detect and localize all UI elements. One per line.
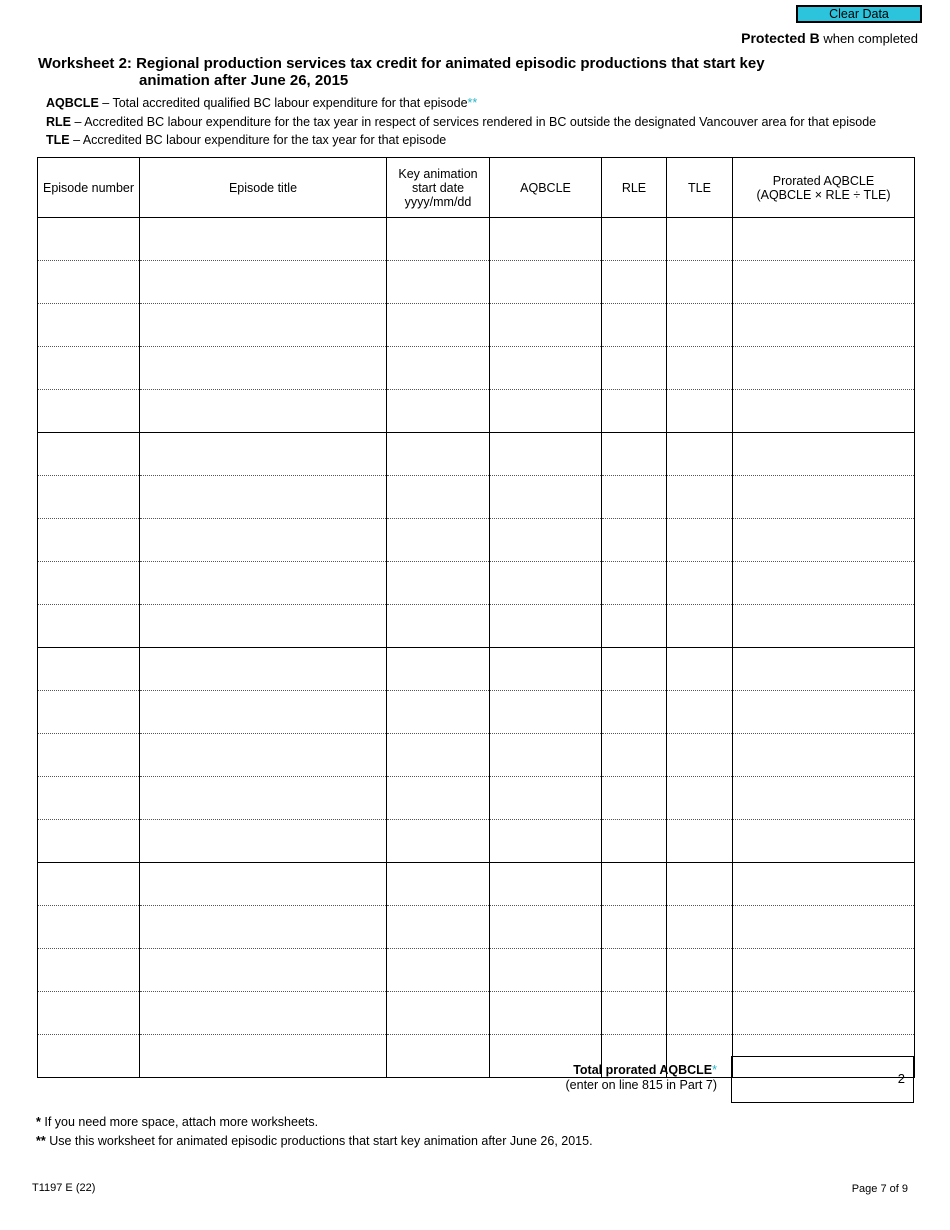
table-row — [38, 605, 915, 648]
cell-start-date[interactable] — [387, 906, 490, 949]
cell-prorated-aqbcle[interactable] — [733, 261, 915, 304]
tle-term: TLE — [46, 133, 70, 147]
cell-tle[interactable] — [667, 777, 733, 820]
col-prorated-line1: Prorated AQBCLE — [772, 173, 875, 188]
table-row — [38, 906, 915, 949]
cell-episode-title[interactable] — [140, 1035, 387, 1078]
footnote-2 — [36, 1134, 593, 1148]
cell-episode-title[interactable] — [140, 304, 387, 347]
table-row — [38, 347, 915, 390]
table-body — [38, 218, 915, 1078]
cell-episode-number[interactable] — [38, 949, 140, 992]
cell-aqbcle[interactable] — [490, 347, 602, 390]
table-row — [38, 992, 915, 1035]
cell-tle[interactable] — [667, 390, 733, 433]
cell-episode-number[interactable] — [38, 691, 140, 734]
cell-aqbcle[interactable] — [490, 777, 602, 820]
table-row — [38, 863, 915, 906]
cell-rle[interactable] — [602, 476, 667, 519]
cell-start-date[interactable] — [387, 863, 490, 906]
col-start-date-line2: start date — [411, 180, 465, 195]
cell-episode-number[interactable] — [38, 476, 140, 519]
aqbcle-term: AQBCLE — [46, 96, 99, 110]
worksheet-title-line1: Worksheet 2: Regional production services tax credit for animated episodic productions that start key — [38, 55, 765, 72]
cell-rle[interactable] — [602, 390, 667, 433]
cell-aqbcle[interactable] — [490, 648, 602, 691]
total-prorated-field[interactable]: 2 — [731, 1056, 914, 1103]
total-prorated-sub: (enter on line 815 in Part 7) — [565, 1078, 717, 1092]
protected-b-bold: Protected B — [741, 30, 820, 46]
table-row — [38, 304, 915, 347]
cell-aqbcle[interactable] — [490, 734, 602, 777]
cell-aqbcle[interactable] — [490, 218, 602, 261]
table-row — [38, 949, 915, 992]
cell-tle[interactable] — [667, 691, 733, 734]
table-row — [38, 390, 915, 433]
table-row — [38, 218, 915, 261]
table-row — [38, 648, 915, 691]
cell-prorated-aqbcle[interactable] — [733, 777, 915, 820]
cell-start-date[interactable] — [387, 820, 490, 863]
col-start-date-line1: Key animation — [398, 166, 478, 181]
cell-rle[interactable] — [602, 562, 667, 605]
cell-episode-title[interactable] — [140, 218, 387, 261]
cell-prorated-aqbcle[interactable] — [733, 218, 915, 261]
protected-b-label — [741, 30, 918, 46]
cell-aqbcle[interactable] — [490, 433, 602, 476]
table-header-row — [38, 158, 915, 218]
col-rle: RLE — [602, 158, 667, 218]
cell-episode-number[interactable] — [38, 820, 140, 863]
cell-prorated-aqbcle[interactable] — [733, 347, 915, 390]
cell-rle[interactable] — [602, 863, 667, 906]
cell-start-date[interactable] — [387, 562, 490, 605]
cell-start-date[interactable] — [387, 605, 490, 648]
table-row — [38, 734, 915, 777]
cell-tle[interactable] — [667, 347, 733, 390]
cell-prorated-aqbcle[interactable] — [733, 648, 915, 691]
cell-prorated-aqbcle[interactable] — [733, 304, 915, 347]
cell-episode-number[interactable] — [38, 218, 140, 261]
table-row — [38, 519, 915, 562]
col-episode-title: Episode title — [140, 158, 387, 218]
col-episode-number: Episode number — [38, 158, 140, 218]
cell-start-date[interactable] — [387, 949, 490, 992]
col-prorated-line2: (AQBCLE × RLE ÷ TLE) — [756, 187, 891, 202]
cell-rle[interactable] — [602, 734, 667, 777]
cell-episode-number[interactable] — [38, 433, 140, 476]
footnote-2-text: Use this worksheet for animated episodic productions that start key animation after June 26, 2015. — [45, 1134, 593, 1148]
cell-prorated-aqbcle[interactable] — [733, 820, 915, 863]
cell-tle[interactable] — [667, 648, 733, 691]
cell-episode-title[interactable] — [140, 433, 387, 476]
cell-aqbcle[interactable] — [490, 605, 602, 648]
cell-aqbcle[interactable] — [490, 476, 602, 519]
cell-episode-number[interactable] — [38, 648, 140, 691]
cell-prorated-aqbcle[interactable] — [733, 992, 915, 1035]
cell-episode-number[interactable] — [38, 777, 140, 820]
cell-prorated-aqbcle[interactable] — [733, 734, 915, 777]
cell-prorated-aqbcle[interactable] — [733, 562, 915, 605]
table-row — [38, 476, 915, 519]
cell-episode-number[interactable] — [38, 992, 140, 1035]
cell-aqbcle[interactable] — [490, 691, 602, 734]
total-footnote-mark: * — [712, 1063, 717, 1077]
cell-tle[interactable] — [667, 949, 733, 992]
col-tle: TLE — [667, 158, 733, 218]
cell-tle[interactable] — [667, 992, 733, 1035]
cell-tle[interactable] — [667, 562, 733, 605]
cell-rle[interactable] — [602, 261, 667, 304]
cell-start-date[interactable] — [387, 476, 490, 519]
definitions — [46, 94, 876, 150]
cell-episode-title[interactable] — [140, 347, 387, 390]
total-prorated-label — [440, 1063, 717, 1093]
cell-start-date[interactable] — [387, 734, 490, 777]
cell-tle[interactable] — [667, 218, 733, 261]
cell-tle[interactable] — [667, 261, 733, 304]
tle-text: – Accredited BC labour expenditure for the tax year for that episode — [69, 133, 447, 147]
cell-start-date[interactable] — [387, 992, 490, 1035]
col-start-date — [387, 158, 490, 218]
cell-episode-number[interactable] — [38, 863, 140, 906]
cell-episode-title[interactable] — [140, 734, 387, 777]
cell-episode-number[interactable] — [38, 734, 140, 777]
cell-tle[interactable] — [667, 476, 733, 519]
cell-aqbcle[interactable] — [490, 304, 602, 347]
definition-tle — [46, 131, 876, 150]
cell-prorated-aqbcle[interactable] — [733, 476, 915, 519]
cell-prorated-aqbcle[interactable] — [733, 906, 915, 949]
cell-rle[interactable] — [602, 691, 667, 734]
cell-episode-number[interactable] — [38, 347, 140, 390]
aqbcle-text: – Total accredited qualified BC labour expenditure for that episode — [98, 96, 468, 110]
cell-episode-number[interactable] — [38, 605, 140, 648]
cell-prorated-aqbcle[interactable] — [733, 863, 915, 906]
cell-episode-title[interactable] — [140, 519, 387, 562]
cell-rle[interactable] — [602, 648, 667, 691]
page-number: Page 7 of 9 — [851, 1183, 908, 1195]
footnote-2-mark: ** — [36, 1134, 46, 1148]
cell-start-date[interactable] — [387, 390, 490, 433]
cell-tle[interactable] — [667, 734, 733, 777]
cell-start-date[interactable] — [387, 218, 490, 261]
cell-prorated-aqbcle[interactable] — [733, 390, 915, 433]
cell-episode-title[interactable] — [140, 863, 387, 906]
cell-rle[interactable] — [602, 218, 667, 261]
protected-b-rest: when completed — [819, 31, 918, 46]
cell-start-date[interactable] — [387, 519, 490, 562]
cell-start-date[interactable] — [387, 261, 490, 304]
col-prorated-aqbcle — [733, 158, 915, 218]
cell-tle[interactable] — [667, 906, 733, 949]
table-row — [38, 777, 915, 820]
cell-start-date[interactable] — [387, 433, 490, 476]
cell-tle[interactable] — [667, 605, 733, 648]
cell-episode-number[interactable] — [38, 304, 140, 347]
cell-aqbcle[interactable] — [490, 992, 602, 1035]
cell-rle[interactable] — [602, 777, 667, 820]
definition-rle — [46, 113, 876, 132]
cell-episode-title[interactable] — [140, 777, 387, 820]
cell-episode-title[interactable] — [140, 261, 387, 304]
cell-rle[interactable] — [602, 519, 667, 562]
footnote-1-mark: * — [36, 1115, 41, 1129]
cell-episode-title[interactable] — [140, 562, 387, 605]
cell-rle[interactable] — [602, 347, 667, 390]
table-row — [38, 820, 915, 863]
worksheet-title-line2: animation after June 26, 2015 — [139, 72, 349, 89]
table-row — [38, 562, 915, 605]
cell-episode-number[interactable] — [38, 1035, 140, 1078]
cell-aqbcle[interactable] — [490, 261, 602, 304]
table-row — [38, 261, 915, 304]
cell-prorated-aqbcle[interactable] — [733, 605, 915, 648]
rle-text: – Accredited BC labour expenditure for the tax year in respect of services rendered in BC outside the designated Vancouver area for that episode — [71, 114, 877, 129]
form-identifier: T1197 E (22) — [32, 1182, 96, 1194]
cell-prorated-aqbcle[interactable] — [733, 519, 915, 562]
cell-aqbcle[interactable] — [490, 519, 602, 562]
definition-aqbcle — [46, 94, 876, 113]
cell-tle[interactable] — [667, 519, 733, 562]
cell-rle[interactable] — [602, 992, 667, 1035]
cell-prorated-aqbcle[interactable] — [733, 949, 915, 992]
cell-episode-title[interactable] — [140, 949, 387, 992]
cell-aqbcle[interactable] — [490, 949, 602, 992]
cell-episode-title[interactable] — [140, 605, 387, 648]
cell-episode-title[interactable] — [140, 691, 387, 734]
cell-tle[interactable] — [667, 820, 733, 863]
cell-prorated-aqbcle[interactable] — [733, 691, 915, 734]
cell-start-date[interactable] — [387, 304, 490, 347]
cell-rle[interactable] — [602, 906, 667, 949]
cell-episode-number[interactable] — [38, 390, 140, 433]
cell-start-date[interactable] — [387, 347, 490, 390]
cell-rle[interactable] — [602, 304, 667, 347]
col-start-date-line3: yyyy/mm/dd — [404, 194, 472, 209]
cell-prorated-aqbcle[interactable] — [733, 433, 915, 476]
cell-episode-title[interactable] — [140, 906, 387, 949]
cell-episode-title[interactable] — [140, 648, 387, 691]
worksheet-title — [38, 55, 838, 89]
total-prorated-title: Total prorated AQBCLE — [573, 1063, 713, 1077]
cell-tle[interactable] — [667, 433, 733, 476]
table-row — [38, 691, 915, 734]
cell-episode-title[interactable] — [140, 390, 387, 433]
episode-table — [37, 157, 915, 1078]
cell-episode-title[interactable] — [140, 992, 387, 1035]
footnote-1-text: If you need more space, attach more worksheets. — [40, 1115, 319, 1129]
cell-aqbcle[interactable] — [490, 863, 602, 906]
cell-rle[interactable] — [602, 433, 667, 476]
cell-episode-title[interactable] — [140, 476, 387, 519]
cell-tle[interactable] — [667, 863, 733, 906]
cell-episode-title[interactable] — [140, 820, 387, 863]
aqbcle-footnote-mark: ** — [467, 96, 478, 110]
cell-episode-number[interactable] — [38, 562, 140, 605]
clear-data-button[interactable]: Clear Data — [796, 5, 922, 23]
cell-aqbcle[interactable] — [490, 906, 602, 949]
cell-aqbcle[interactable] — [490, 562, 602, 605]
cell-rle[interactable] — [602, 820, 667, 863]
cell-tle[interactable] — [667, 304, 733, 347]
rle-term: RLE — [46, 114, 71, 129]
cell-episode-number[interactable] — [38, 261, 140, 304]
cell-rle[interactable] — [602, 949, 667, 992]
cell-start-date[interactable] — [387, 648, 490, 691]
cell-episode-number[interactable] — [38, 906, 140, 949]
col-aqbcle: AQBCLE — [490, 158, 602, 218]
cell-rle[interactable] — [602, 605, 667, 648]
footnote-1 — [36, 1115, 318, 1129]
cell-aqbcle[interactable] — [490, 820, 602, 863]
cell-episode-number[interactable] — [38, 519, 140, 562]
table-row — [38, 433, 915, 476]
cell-start-date[interactable] — [387, 691, 490, 734]
cell-aqbcle[interactable] — [490, 390, 602, 433]
cell-start-date[interactable] — [387, 777, 490, 820]
